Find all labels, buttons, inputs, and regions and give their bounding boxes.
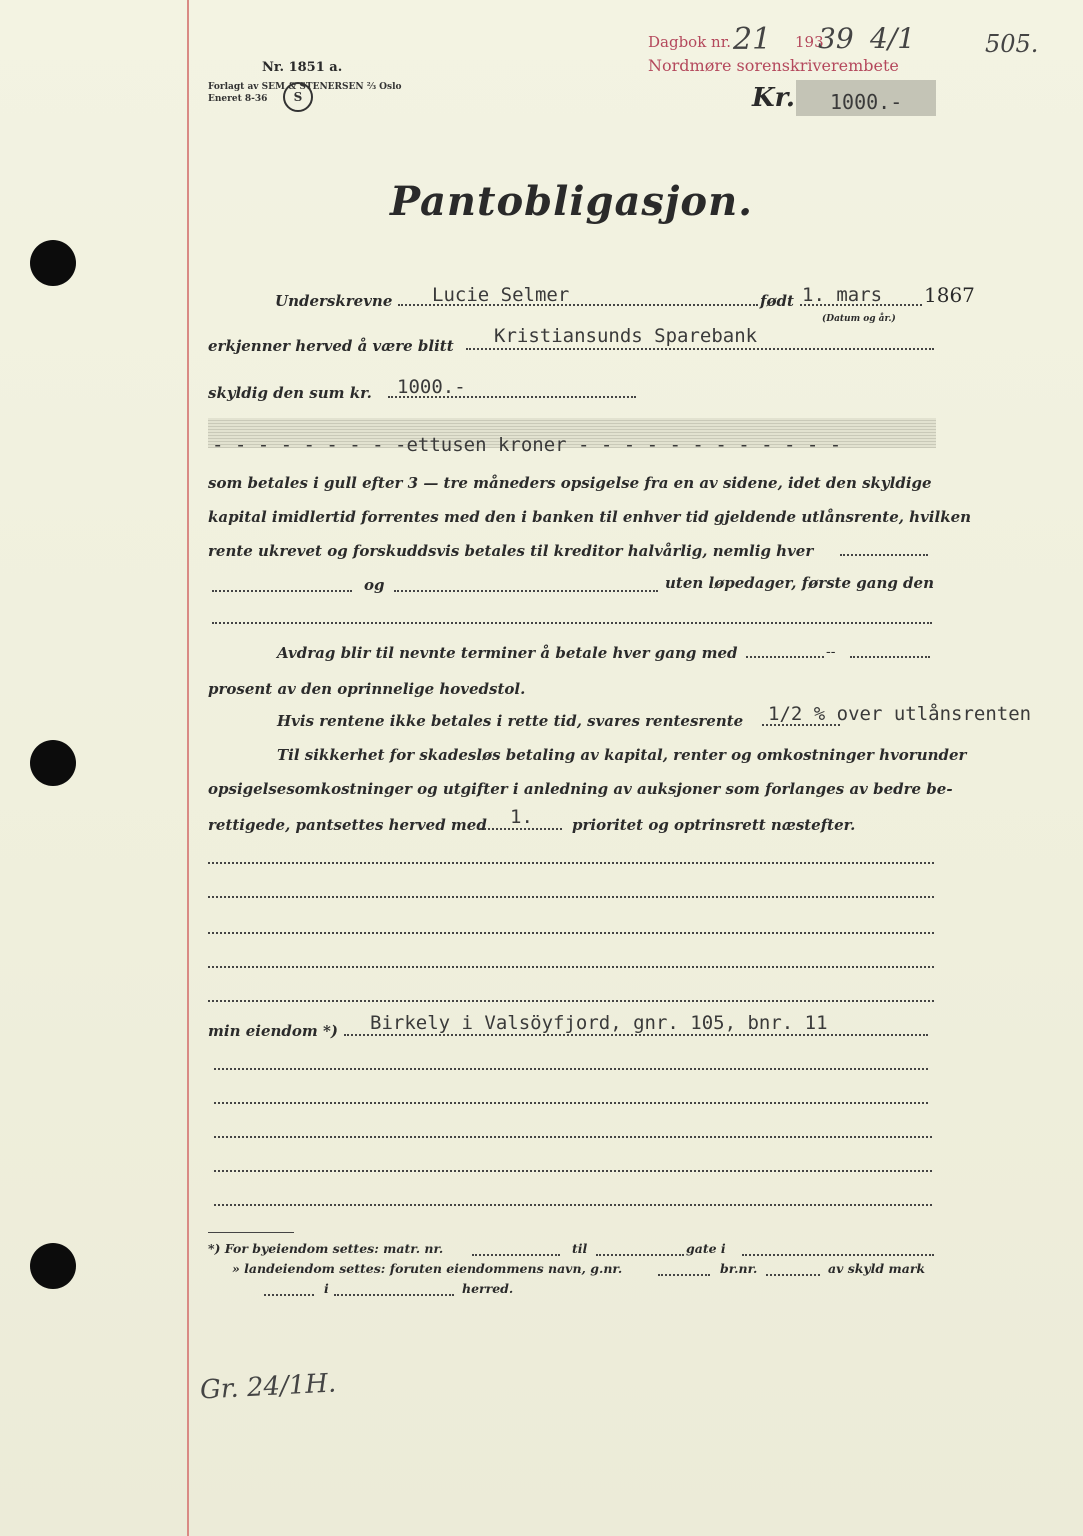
til-line-2: opsigelsesomkostninger og utgifter i anledning av auksjoner som forlanges av bedre be- xyxy=(208,780,953,798)
blank-line-5 xyxy=(208,1000,934,1002)
line3-dotline xyxy=(840,554,928,556)
owe-value: 1000.- xyxy=(397,376,466,398)
publisher-line: Forlagt av SEM & STENERSEN ⅔ Oslo xyxy=(208,82,402,92)
date-hint: (Datum og år.) xyxy=(822,314,896,324)
blank-line-3 xyxy=(208,932,934,934)
eiendom-line-2 xyxy=(214,1068,928,1070)
fn3-dotline-a xyxy=(264,1294,314,1296)
publisher-logo-icon: S xyxy=(283,82,313,112)
form-number: Nr. 1851 a. xyxy=(262,60,343,75)
kr-label: Kr. xyxy=(752,83,795,113)
avdrag-text: Avdrag blir til nevnte terminer å betale hver gang med xyxy=(277,644,738,662)
eiendom-dotline xyxy=(344,1034,928,1036)
acknowledge-label: erkjenner herved å være blitt xyxy=(208,337,454,355)
footnote-3-i: i xyxy=(324,1281,329,1296)
fn3-dotline-b xyxy=(334,1294,454,1296)
eiendom-line-3 xyxy=(214,1102,928,1104)
body-line-2: kapital imidlertid forrentes med den i banken til enhver tid gjeldende utlånsrente, hvilken xyxy=(208,508,972,526)
margin-line xyxy=(187,0,189,1536)
stamp-year: 193 xyxy=(795,33,824,51)
stamp-office: Nordmøre sorenskriverembete xyxy=(648,56,899,75)
body-line-4-rest: uten løpedager, første gang den xyxy=(665,574,934,592)
footnote-1-gate: gate i xyxy=(686,1241,726,1256)
blank-line-4 xyxy=(208,966,934,968)
footnote-line-1 xyxy=(208,1241,443,1256)
fn1-dotline-b xyxy=(596,1254,684,1256)
eiendom-label: min eiendom *) xyxy=(208,1022,338,1040)
born-label: født xyxy=(760,292,794,310)
born-value: 1. mars xyxy=(802,284,883,306)
eiendom-value: Birkely i Valsöyfjord, gnr. 105, bnr. 11 xyxy=(370,1012,828,1034)
page-title: Pantobligasjon. xyxy=(390,178,754,225)
amount-words: - - - - - - - - -ettusen kroner - - - - - - - - - - - - xyxy=(212,434,842,456)
born-year: 1867 xyxy=(924,283,975,307)
body-line-1: som betales i gull efter 3 — tre måneders opsigelse fra en av sidene, idet den skyldige xyxy=(208,474,932,492)
body-line-3: rente ukrevet og forskuddsvis betales til kreditor halvårlig, nemlig hver xyxy=(208,542,814,560)
fn1-dotline-c xyxy=(742,1254,934,1256)
avdrag-dotline-b xyxy=(850,656,930,658)
undersigned-value: Lucie Selmer xyxy=(432,284,570,306)
creditor-dotline xyxy=(466,348,934,350)
eiendom-line-4 xyxy=(214,1136,932,1138)
line4-dotline-b xyxy=(394,590,658,592)
dagbok-label: Dagbok nr. xyxy=(648,33,732,51)
line4-dotline-a xyxy=(212,590,352,592)
blank-line-1 xyxy=(208,862,934,864)
owe-label: skyldig den sum kr. xyxy=(208,384,372,402)
kr-amount: 1000.- xyxy=(830,90,903,114)
prosent-text: prosent av den oprinnelige hovedstol. xyxy=(208,680,526,698)
footnote-2a: » landeiendom settes: foruten eiendommens navn, g.nr. xyxy=(232,1261,623,1276)
fn2-dotline-a xyxy=(658,1274,710,1276)
stamp-date: 4/1 xyxy=(870,22,916,55)
punch-hole-top xyxy=(30,240,76,286)
footnote-rule xyxy=(208,1232,294,1233)
footnote-1-til: til xyxy=(572,1241,588,1256)
eiendom-line-5 xyxy=(214,1170,932,1172)
hvis-value: 1/2 % over utlånsrenten xyxy=(768,703,1032,725)
fn1-dotline-a xyxy=(472,1254,560,1256)
creditor-value: Kristiansunds Sparebank xyxy=(494,325,758,347)
til-dotline xyxy=(480,828,562,830)
til-line-3a: rettigede, pantsettes herved med xyxy=(208,816,487,834)
til-line-3b: prioritet og optrinsrett næstefter. xyxy=(572,816,856,834)
footnote-3-herred: herred. xyxy=(462,1281,514,1296)
avdrag-dotline-a xyxy=(746,656,824,658)
avdrag-dash: -- xyxy=(826,644,836,660)
fn2-dotline-b xyxy=(766,1274,820,1276)
footnote-1a: *) For byeiendom settes: matr. nr. xyxy=(208,1241,444,1256)
body-line-4-og: og xyxy=(364,576,385,594)
undersigned-label: Underskrevne xyxy=(275,292,393,310)
blank-line-2 xyxy=(208,896,934,898)
punch-hole-middle xyxy=(30,740,76,786)
publisher-code: Eneret 8-36 xyxy=(208,94,268,104)
footnote-2-skyld: av skyld mark xyxy=(828,1261,926,1276)
footnote-2-br: br.nr. xyxy=(720,1261,758,1276)
hvis-text: Hvis rentene ikke betales i rette tid, svares rentesrente xyxy=(277,712,744,730)
til-line-3-value: 1. xyxy=(510,806,533,828)
eiendom-line-6 xyxy=(214,1204,932,1206)
handwritten-annotation: Gr. 24/1H. xyxy=(199,1368,337,1406)
line5-dotline xyxy=(212,622,932,624)
page-number: 505. xyxy=(985,30,1039,58)
punch-hole-bottom xyxy=(30,1243,76,1289)
til-line-1: Til sikkerhet for skadesløs betaling av kapital, renter og omkostninger hvorunder xyxy=(277,746,967,764)
dagbok-number: 21 xyxy=(733,22,772,57)
stamp-year-hand: 39 xyxy=(818,22,854,55)
